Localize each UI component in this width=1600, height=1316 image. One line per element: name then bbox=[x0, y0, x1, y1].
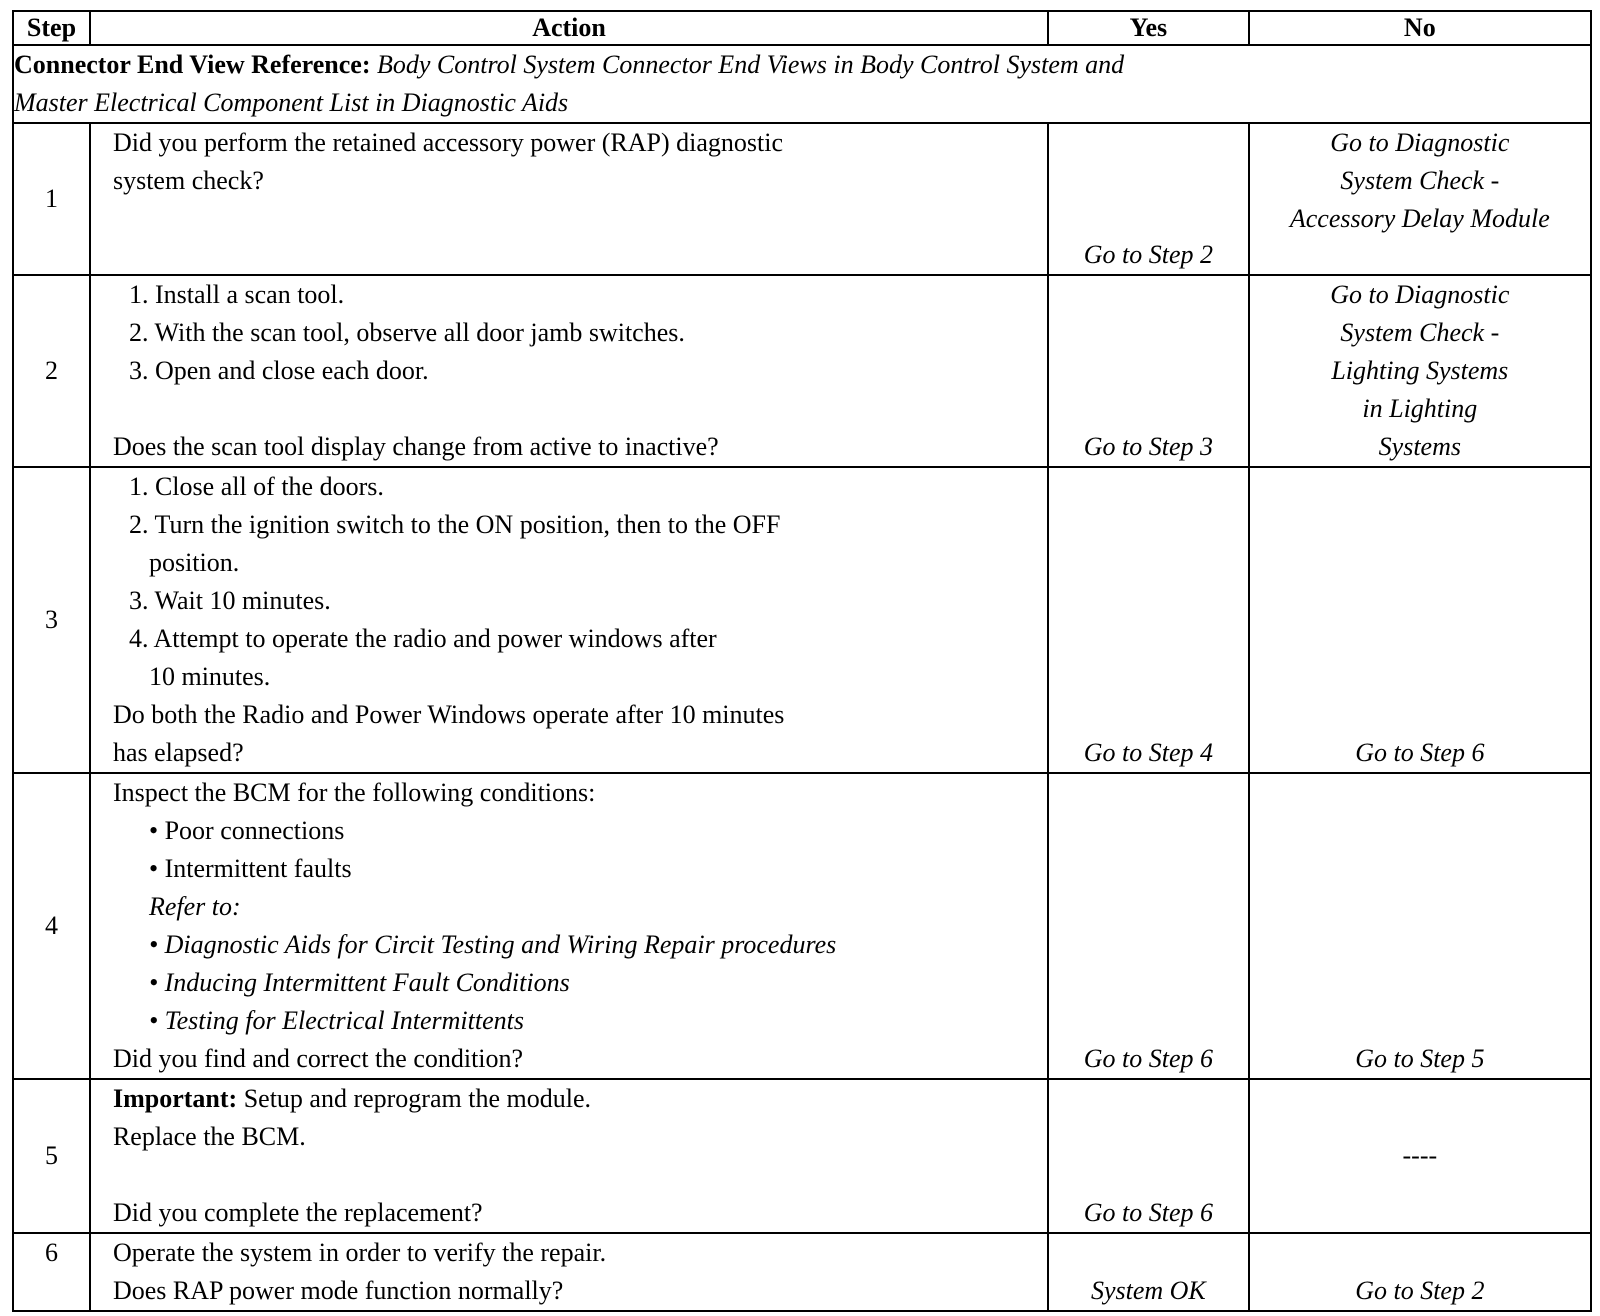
action-text: Does the scan tool display change from active to inactive? bbox=[112, 432, 719, 461]
no-cell: Go to Step 5 bbox=[1249, 773, 1591, 1079]
header-step: Step bbox=[13, 11, 90, 45]
yes-cell: Go to Step 4 bbox=[1048, 467, 1249, 773]
important-label: Important: bbox=[112, 1084, 238, 1113]
step-number: 2 bbox=[13, 275, 90, 467]
yes-cell: Go to Step 6 bbox=[1048, 1079, 1249, 1233]
table-row bbox=[13, 773, 1591, 1079]
action-text: has elapsed? bbox=[112, 738, 244, 767]
action-text: Refer to: bbox=[148, 892, 241, 921]
reference-text-line2: Master Electrical Component List in Diagnostic Aids bbox=[14, 88, 569, 117]
action-text: Did you perform the retained accessory power (RAP) diagnostic bbox=[112, 128, 783, 157]
action-text: 2. Turn the ignition switch to the ON position, then to the OFF bbox=[128, 510, 781, 539]
no-cell: Go to Step 2 bbox=[1249, 1233, 1591, 1311]
no-text: in Lighting bbox=[1362, 394, 1478, 423]
no-text: Go to Diagnostic bbox=[1330, 280, 1510, 309]
step-number: 1 bbox=[13, 123, 90, 275]
yes-cell: Go to Step 2 bbox=[1048, 123, 1249, 275]
action-text: 4. Attempt to operate the radio and power windows after bbox=[128, 624, 717, 653]
action-text: 10 minutes. bbox=[148, 662, 271, 691]
action-text: Operate the system in order to verify the repair. bbox=[112, 1238, 607, 1267]
action-cell bbox=[90, 1233, 1048, 1311]
reference-text-line1: Body Control System Connector End Views in Body Control System and bbox=[376, 50, 1125, 79]
yes-cell: Go to Step 6 bbox=[1048, 773, 1249, 1079]
action-text: 1. Install a scan tool. bbox=[128, 280, 345, 309]
yes-cell: Go to Step 3 bbox=[1048, 275, 1249, 467]
action-bullet: • Testing for Electrical Intermittents bbox=[148, 1006, 524, 1035]
yes-cell: System OK bbox=[1048, 1233, 1249, 1311]
action-bullet: • Intermittent faults bbox=[148, 854, 352, 883]
action-text: Did you find and correct the condition? bbox=[112, 1044, 524, 1073]
no-text: System Check - bbox=[1340, 166, 1500, 195]
action-bullet: • Inducing Intermittent Fault Conditions bbox=[148, 968, 570, 997]
reference-label: Connector End View Reference: bbox=[14, 50, 371, 79]
step-number: 4 bbox=[13, 773, 90, 1079]
spacer bbox=[113, 1156, 1047, 1194]
action-cell bbox=[90, 1079, 1048, 1233]
action-text: system check? bbox=[112, 166, 264, 195]
header-no: No bbox=[1249, 11, 1591, 45]
table-row bbox=[13, 123, 1591, 275]
table-row bbox=[13, 1079, 1591, 1233]
header-action: Action bbox=[90, 11, 1048, 45]
no-cell: ---- bbox=[1249, 1079, 1591, 1233]
action-cell bbox=[90, 275, 1048, 467]
step-number: 5 bbox=[13, 1079, 90, 1233]
step-number: 6 bbox=[13, 1233, 90, 1311]
action-bullet: • Poor connections bbox=[148, 816, 345, 845]
table-row bbox=[13, 467, 1591, 773]
table-row bbox=[13, 275, 1591, 467]
no-cell bbox=[1249, 275, 1591, 467]
table-row bbox=[13, 1233, 1591, 1311]
diagnostic-table bbox=[12, 10, 1592, 1312]
no-cell bbox=[1249, 123, 1591, 275]
no-text: System Check - bbox=[1340, 318, 1500, 347]
step-number: 3 bbox=[13, 467, 90, 773]
action-cell bbox=[90, 123, 1048, 275]
action-text: Replace the BCM. bbox=[112, 1122, 306, 1151]
action-text: 3. Wait 10 minutes. bbox=[128, 586, 331, 615]
header-yes: Yes bbox=[1048, 11, 1249, 45]
no-text: Go to Diagnostic bbox=[1330, 128, 1510, 157]
action-text: Inspect the BCM for the following conditions: bbox=[112, 778, 596, 807]
action-text: Does RAP power mode function normally? bbox=[112, 1276, 564, 1305]
no-cell: Go to Step 6 bbox=[1249, 467, 1591, 773]
action-text: position. bbox=[148, 548, 240, 577]
action-text: 2. With the scan tool, observe all door jamb switches. bbox=[128, 318, 685, 347]
spacer bbox=[113, 390, 1047, 428]
action-cell bbox=[90, 773, 1048, 1079]
reference-cell bbox=[13, 45, 1591, 123]
no-text: Lighting Systems bbox=[1331, 356, 1509, 385]
action-text: Do both the Radio and Power Windows operate after 10 minutes bbox=[112, 700, 785, 729]
header-row bbox=[13, 11, 1591, 45]
action-text: 1. Close all of the doors. bbox=[128, 472, 384, 501]
no-text: Accessory Delay Module bbox=[1289, 204, 1550, 233]
action-bullet: • Diagnostic Aids for Circit Testing and Wiring Repair procedures bbox=[148, 930, 837, 959]
important-text: Setup and reprogram the module. bbox=[243, 1084, 591, 1113]
action-text: 3. Open and close each door. bbox=[128, 356, 429, 385]
reference-row bbox=[13, 45, 1591, 123]
action-text: Did you complete the replacement? bbox=[112, 1198, 483, 1227]
action-cell bbox=[90, 467, 1048, 773]
no-text: Systems bbox=[1378, 432, 1461, 461]
